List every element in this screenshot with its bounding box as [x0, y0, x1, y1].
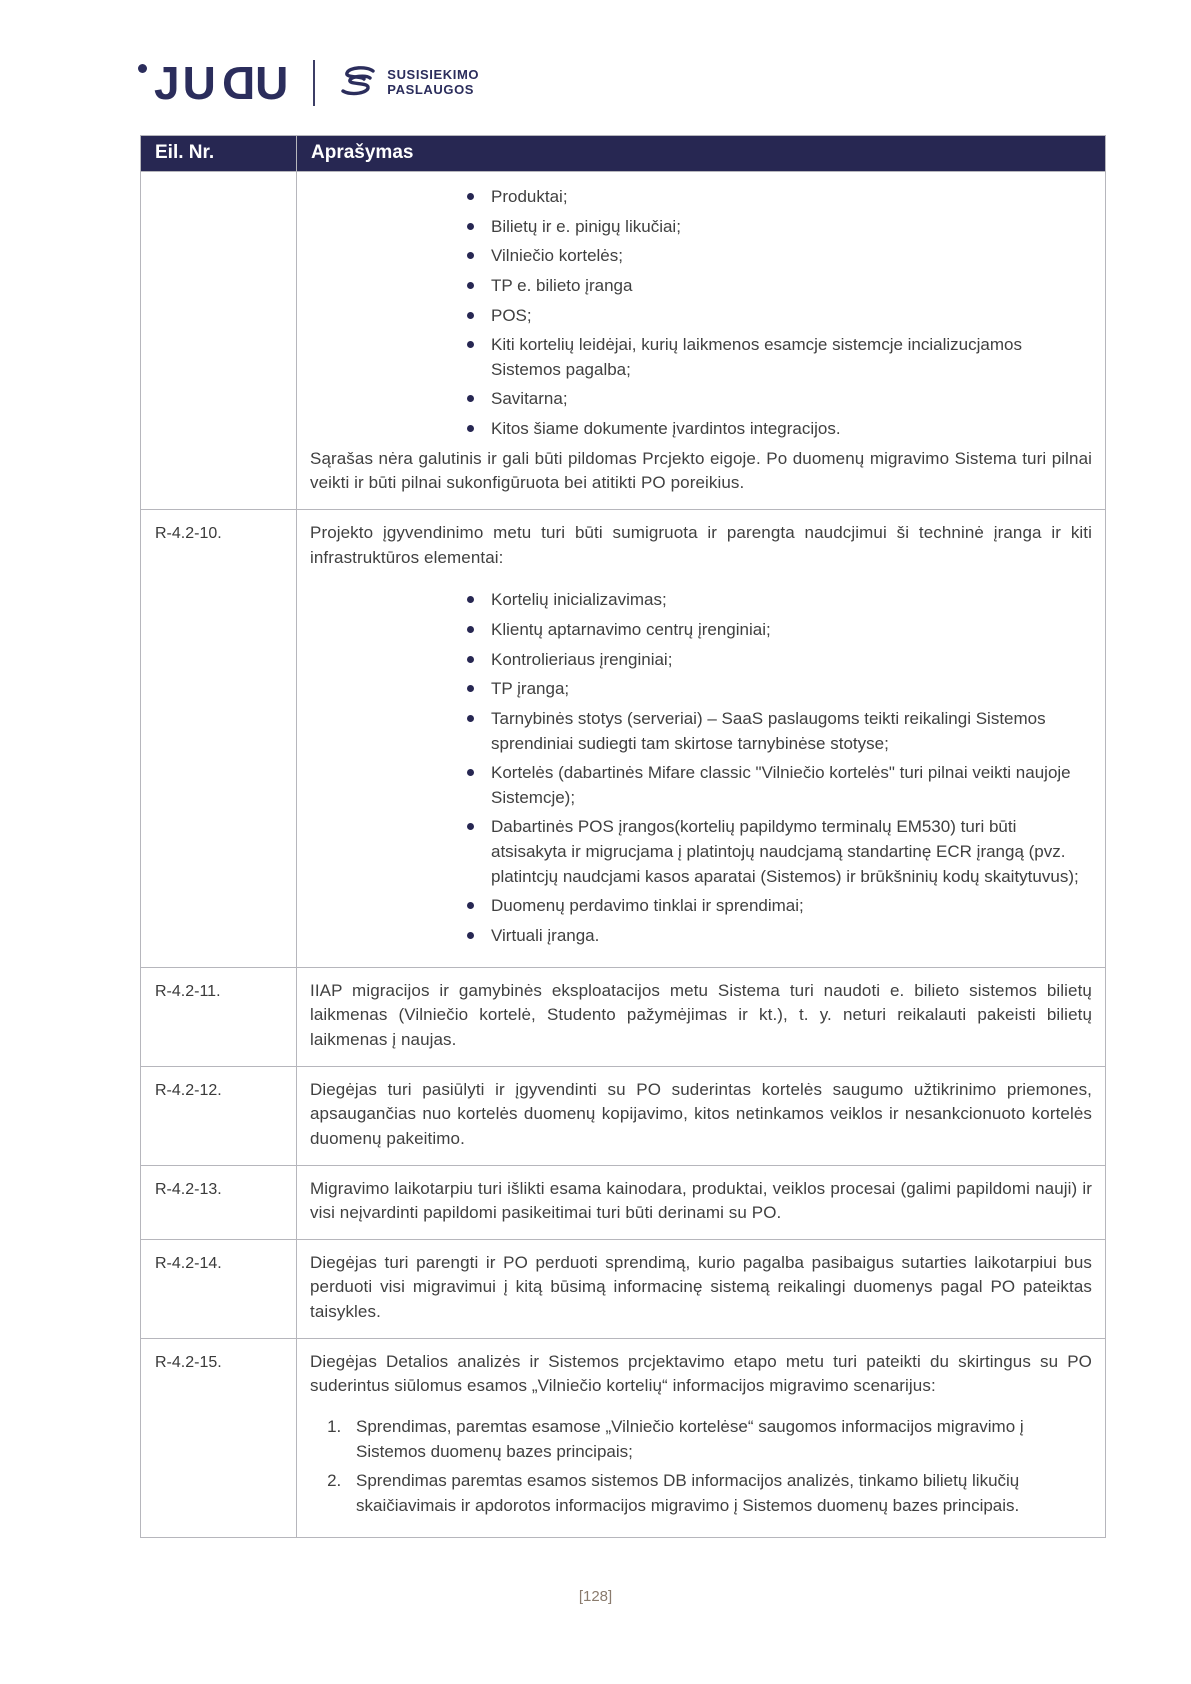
header-logo-strip [138, 52, 479, 114]
row-description-cell [297, 1066, 1106, 1165]
description-paragraph: Projekto įgyvendinimo metu turi būti sumigruota ir parengta naudcjimui ši techninė įranga ir kiti infrastruktūros elementai: [310, 523, 1092, 567]
table-header-row [141, 136, 1106, 172]
bullet-dot-icon [467, 282, 474, 289]
bullet-dot-icon [467, 685, 474, 692]
bullet-item [460, 894, 1092, 919]
row-description-cell [297, 1239, 1106, 1338]
table-row [141, 1165, 1106, 1239]
partner-line1: SUSISIEKIMO [387, 67, 480, 83]
row-description-cell [297, 1165, 1106, 1239]
bullet-list [460, 185, 1092, 442]
bullet-item [460, 924, 1092, 949]
bullet-item-text: Klientų aptarnavimo centrų įrenginiai; [491, 619, 771, 639]
bullet-dot-icon [467, 902, 474, 909]
bullet-item [460, 677, 1092, 702]
table-row [141, 1338, 1106, 1537]
bullet-item-text: Kortelių inicializavimas; [491, 590, 667, 610]
bullet-list [460, 588, 1092, 948]
judu-logo-letter: J [154, 57, 183, 109]
row-id-cell: R-4.2-13. [141, 1165, 297, 1239]
bullet-item-text: Produktai; [491, 187, 568, 206]
bullet-item [460, 304, 1092, 329]
bullet-dot-icon [467, 425, 474, 432]
bullet-item-text: Savitarna; [491, 389, 568, 409]
table-row [141, 1066, 1106, 1165]
requirements-table-body [141, 172, 1106, 1538]
bullet-dot-icon [467, 932, 474, 939]
page-number: [128] [578, 1588, 613, 1605]
bullet-item-text: Kortelės (dabartinės Mifare classic "Vilniečio kortelės" turi pilnai veikti naujoje Sistemcje); [491, 763, 1071, 807]
numbered-list [316, 1415, 1092, 1519]
bullet-item [460, 618, 1092, 643]
bullet-item [460, 761, 1092, 810]
table-row [141, 172, 1106, 510]
row-id-cell: R-4.2-15. [141, 1338, 297, 1537]
judu-logo-letter: U [182, 57, 219, 109]
bullet-item-text: Kitos šiame dokumente įvardintos integracijos. [491, 419, 841, 439]
bullet-item [460, 417, 1092, 442]
bullet-dot-icon [467, 823, 474, 830]
row-id-cell: R-4.2-14. [141, 1239, 297, 1338]
description-paragraph: Diegėjas turi parengti ir PO perduoti sprendimą, kurio pagalba pasibaigus sutarties laikotarpiui bus perduoti visi migravimui į kitą būsimą informacinę sistemą reikalingi duomenys pagal PO pateiktas taisykles. [310, 1252, 1092, 1322]
logo-separator [313, 60, 315, 106]
susisiekimo-s-icon [337, 64, 379, 102]
bullet-item [460, 815, 1092, 889]
bullet-item [460, 333, 1092, 382]
bullet-dot-icon [467, 395, 474, 402]
bullet-item [460, 588, 1092, 613]
table-row [141, 510, 1106, 968]
bullet-item [460, 648, 1092, 673]
judu-logo-dot-icon [138, 64, 147, 73]
bullet-dot-icon [467, 596, 474, 603]
description-paragraph: IIAP migracijos ir gamybinės eksploatacijos metu Sistema turi naudoti e. bilieto sistemos bilietų laikmenas (Vilniečio kortelė, Studento pažymėjimas ir kt.), t. y. neturi reikalauti pakeisti bilietų laikmenas į naujas. [310, 980, 1092, 1049]
row-description-cell [297, 1338, 1106, 1537]
numbered-item: 2. Sprendimas paremtas esamos sistemos DB informacijos analizės, tinkamo bilietų likučių skaičiavimais ir apdorotos informacijos migravimo į Sistemos duomenų bazes principais. [346, 1469, 1092, 1518]
bullet-item-text: Kiti kortelių leidėjai, kurių laikmenos esamcje sistemcje incializucjamos Sistemos pagalba; [491, 335, 1022, 379]
table-row [141, 967, 1106, 1066]
bullet-item-text: TP įranga; [491, 679, 570, 699]
bullet-dot-icon [467, 223, 474, 230]
judu-logo-letter: U [255, 57, 292, 109]
bullet-item [460, 185, 1092, 210]
bullet-dot-icon [467, 193, 474, 200]
table-row [141, 1239, 1106, 1338]
bullet-item-text: Kontrolieriaus įrenginiai; [491, 649, 673, 669]
partner-line2: PASLAUGOS [387, 82, 475, 97]
bullet-item [460, 244, 1092, 269]
bullet-dot-icon [467, 252, 474, 259]
bullet-item-text: POS; [491, 305, 532, 325]
judu-logo [138, 57, 292, 109]
row-id-cell: R-4.2-10. [141, 510, 297, 968]
description-paragraph: Sąrašas nėra galutinis ir gali būti pildomas Prcjekto eigoje. Po duomenų migravimo Sistema turi pilnai veikti ir būti pilnai sukonfigūruota bei atitikti PO poreikius. [310, 448, 1092, 493]
judu-logo-letter: D [218, 57, 256, 109]
bullet-dot-icon [467, 715, 474, 722]
row-id-cell: R-4.2-11. [141, 967, 297, 1066]
requirements-table [140, 135, 1106, 1538]
description-paragraph: Migravimo laikotarpiu turi išlikti esama kainodara, produktai, veiklos procesai (galimi papildomi nauji) ir visi neįvardinti papildomi pasikeitimai turi būti derinami su PO. [310, 1178, 1092, 1223]
description-paragraph: Diegėjas Detalios analizės ir Sistemos prcjektavimo etapo metu turi pateikti du skirtingus su PO suderintus siūlomus esamos „Vilniečio kortelių“ informacijos migravimo scenarijus: [310, 1351, 1092, 1396]
row-description-cell [297, 510, 1106, 968]
judu-logo-letters [154, 57, 292, 109]
bullet-item-text: Bilietų ir e. pinigų likučiai; [491, 216, 681, 236]
row-description-cell [297, 967, 1106, 1066]
row-description-cell [297, 172, 1106, 510]
bullet-item [460, 387, 1092, 412]
table-header [141, 136, 1106, 172]
susisiekimo-paslaugos-logo [337, 64, 479, 102]
bullet-item-text: TP e. bilieto įranga [491, 275, 633, 295]
description-paragraph: Diegėjas turi pasiūlyti ir įgyvendinti su PO suderintas kortelės saugumo užtikrinimo priemones, apsaugančias nuo kortelės duomenų kopijavimo, kitos netinkamos veiklos ir nesankcionuoto kortelės duomenų pakeitimo. [310, 1079, 1092, 1148]
numbered-item: 1. Sprendimas, paremtas esamose „Vilniečio kortelėse“ saugomos informacijos migravimo į Sistemos duomenų bazes principais; [346, 1415, 1092, 1464]
bullet-dot-icon [467, 769, 474, 776]
bullet-item-text: Virtuali įranga. [491, 926, 600, 946]
column-header-eil-nr: Eil. Nr. [141, 136, 297, 172]
bullet-item [460, 274, 1092, 299]
bullet-dot-icon [467, 626, 474, 633]
bullet-item [460, 707, 1092, 756]
bullet-item-text: Duomenų perdavimo tinklai ir sprendimai; [491, 896, 804, 916]
row-id-cell: R-4.2-12. [141, 1066, 297, 1165]
bullet-item [460, 215, 1092, 240]
column-header-aprasymas: Aprašymas [297, 136, 1106, 172]
row-id-cell [141, 172, 297, 510]
bullet-item-text: Dabartinės POS įrangos(kortelių papildymo terminalų EM530) turi būti atsisakyta ir migrucjama į platintojų naudcjamą standartinę ECR įrangą (pvz. platintcjų naudcjami kasos aparatai (Sistemos) ir brūkšninių kodų skaitytuvus); [491, 817, 1079, 886]
bullet-item-text: Tarnybinės stotys (serveriai) – SaaS paslaugoms teikti reikalingi Sistemos sprendiniai sudiegti tam skirtose tarnybinėse stotyse; [491, 708, 1046, 753]
bullet-dot-icon [467, 656, 474, 663]
bullet-dot-icon [467, 341, 474, 348]
bullet-dot-icon [467, 312, 474, 319]
partner-logo-text [387, 68, 479, 98]
bullet-item-text: Vilniečio kortelės; [491, 246, 623, 266]
